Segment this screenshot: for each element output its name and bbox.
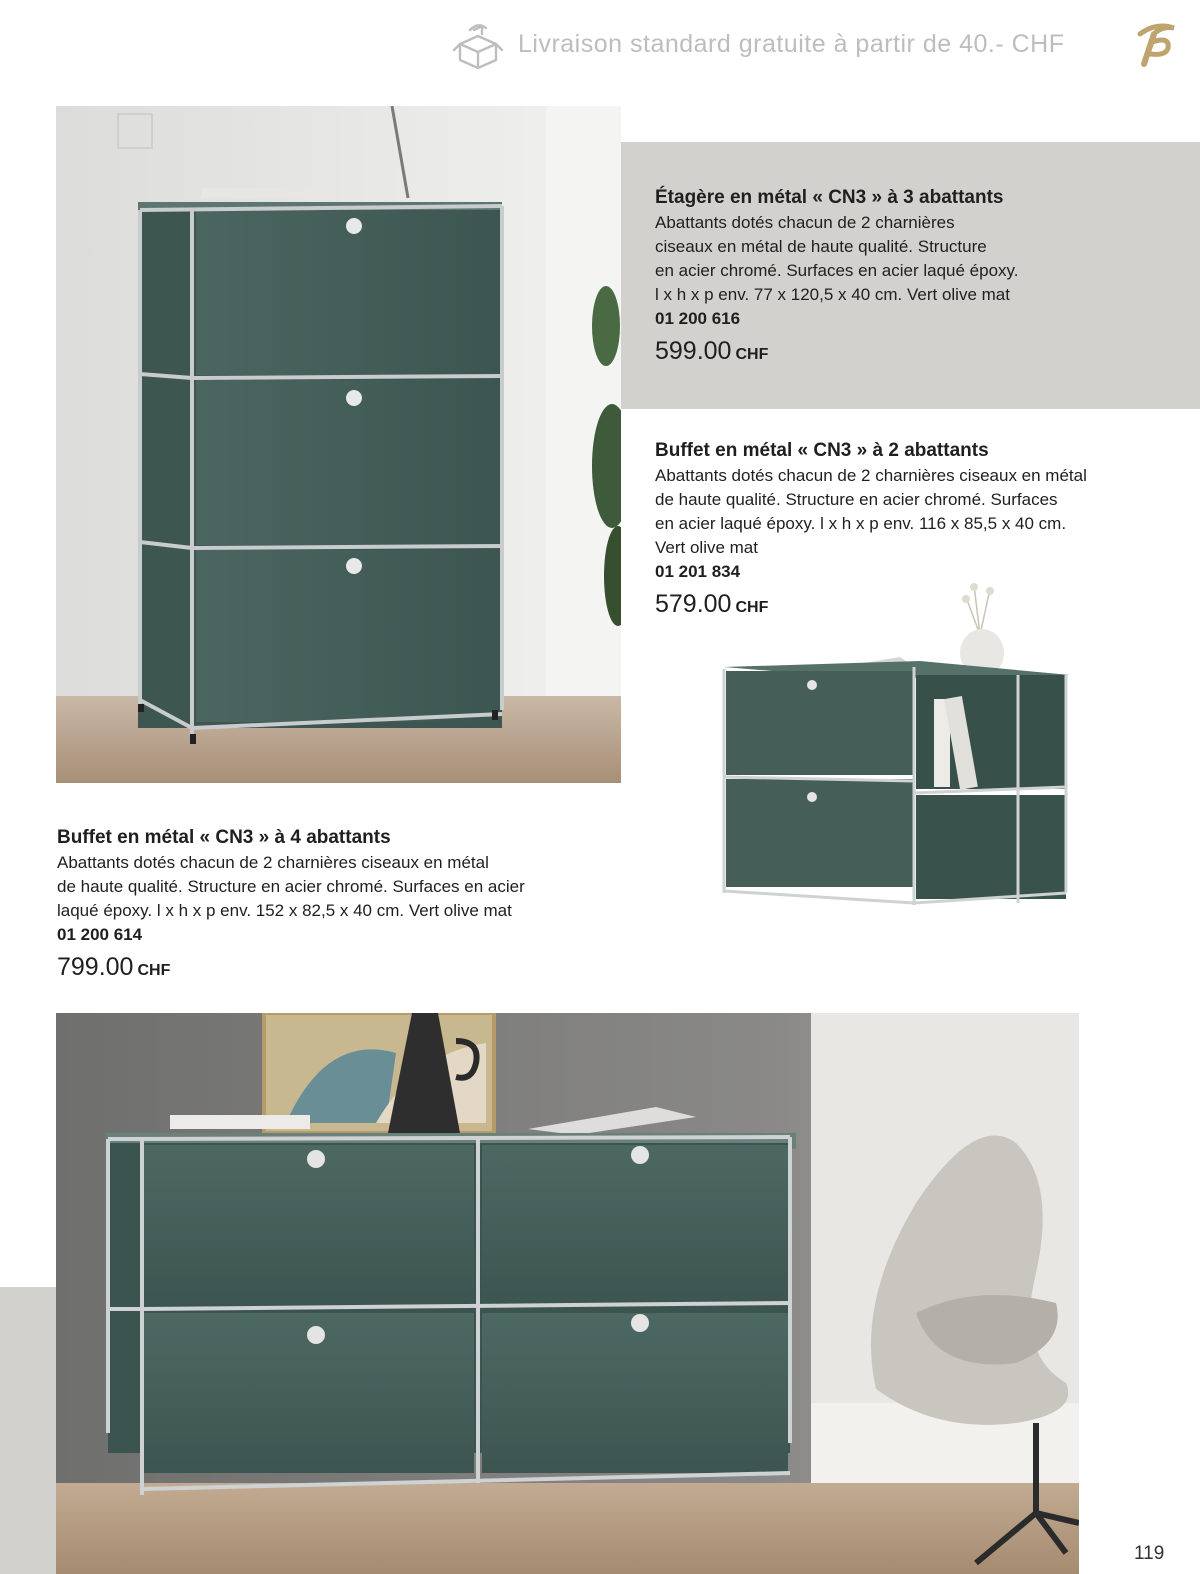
- product-description-line: en acier chromé. Surfaces en acier laqué époxy.: [655, 261, 1019, 280]
- product-description-line: Abattants dotés chacun de 2 charnières: [655, 213, 955, 232]
- product-etagere-3-abattants: [655, 187, 1085, 366]
- product-description-line: en acier laqué époxy. l x h x p env. 116 x 85,5 x 40 cm.: [655, 514, 1067, 533]
- page-number: 119: [1134, 1543, 1165, 1564]
- delivery-box-icon: [452, 20, 504, 72]
- product-title: Buffet en métal « CN3 » à 2 abattants: [655, 440, 989, 461]
- product-sku: 01 200 616: [655, 309, 741, 328]
- product-description-line: de haute qualité. Structure en acier chromé. Surfaces: [655, 490, 1058, 509]
- product-description-line: Vert olive mat: [655, 538, 758, 557]
- product-sku: 01 200 614: [57, 925, 143, 944]
- price-currency: CHF: [137, 962, 171, 979]
- product-photo-buffet-4-abattants: [56, 1013, 1079, 1574]
- price-currency: CHF: [735, 599, 769, 616]
- price-value: 599.00: [655, 337, 732, 365]
- product-photo-buffet-2-abattants: [700, 575, 1100, 920]
- product-buffet-4-abattants: [57, 827, 557, 982]
- product-title: Buffet en métal « CN3 » à 4 abattants: [57, 827, 391, 848]
- product-description-line: Abattants dotés chacun de 2 charnières ciseaux en métal: [655, 466, 1087, 485]
- product-title: Étagère en métal « CN3 » à 3 abattants: [655, 187, 1004, 208]
- product-photo-etagere-3-abattants: [56, 106, 621, 783]
- free-delivery-banner: Livraison standard gratuite à partir de 40.- CHF: [518, 30, 1065, 58]
- product-description-line: de haute qualité. Structure en acier chromé. Surfaces en acier: [57, 877, 525, 896]
- product-description-line: Abattants dotés chacun de 2 charnières ciseaux en métal: [57, 853, 489, 872]
- product-description-line: l x h x p env. 77 x 120,5 x 40 cm. Vert olive mat: [655, 285, 1010, 304]
- price-value: 579.00: [655, 590, 732, 618]
- product-price: [655, 337, 1085, 366]
- product-description-line: ciseaux en métal de haute qualité. Structure: [655, 237, 987, 256]
- product-description-line: laqué époxy. l x h x p env. 152 x 82,5 x 40 cm. Vert olive mat: [57, 901, 512, 920]
- price-value: 799.00: [57, 953, 134, 981]
- product-sku: 01 201 834: [655, 562, 741, 581]
- price-currency: CHF: [735, 346, 769, 363]
- grey-accent-block: [0, 1287, 60, 1574]
- product-price: [57, 953, 557, 982]
- tchibo-logo[interactable]: [1134, 20, 1178, 68]
